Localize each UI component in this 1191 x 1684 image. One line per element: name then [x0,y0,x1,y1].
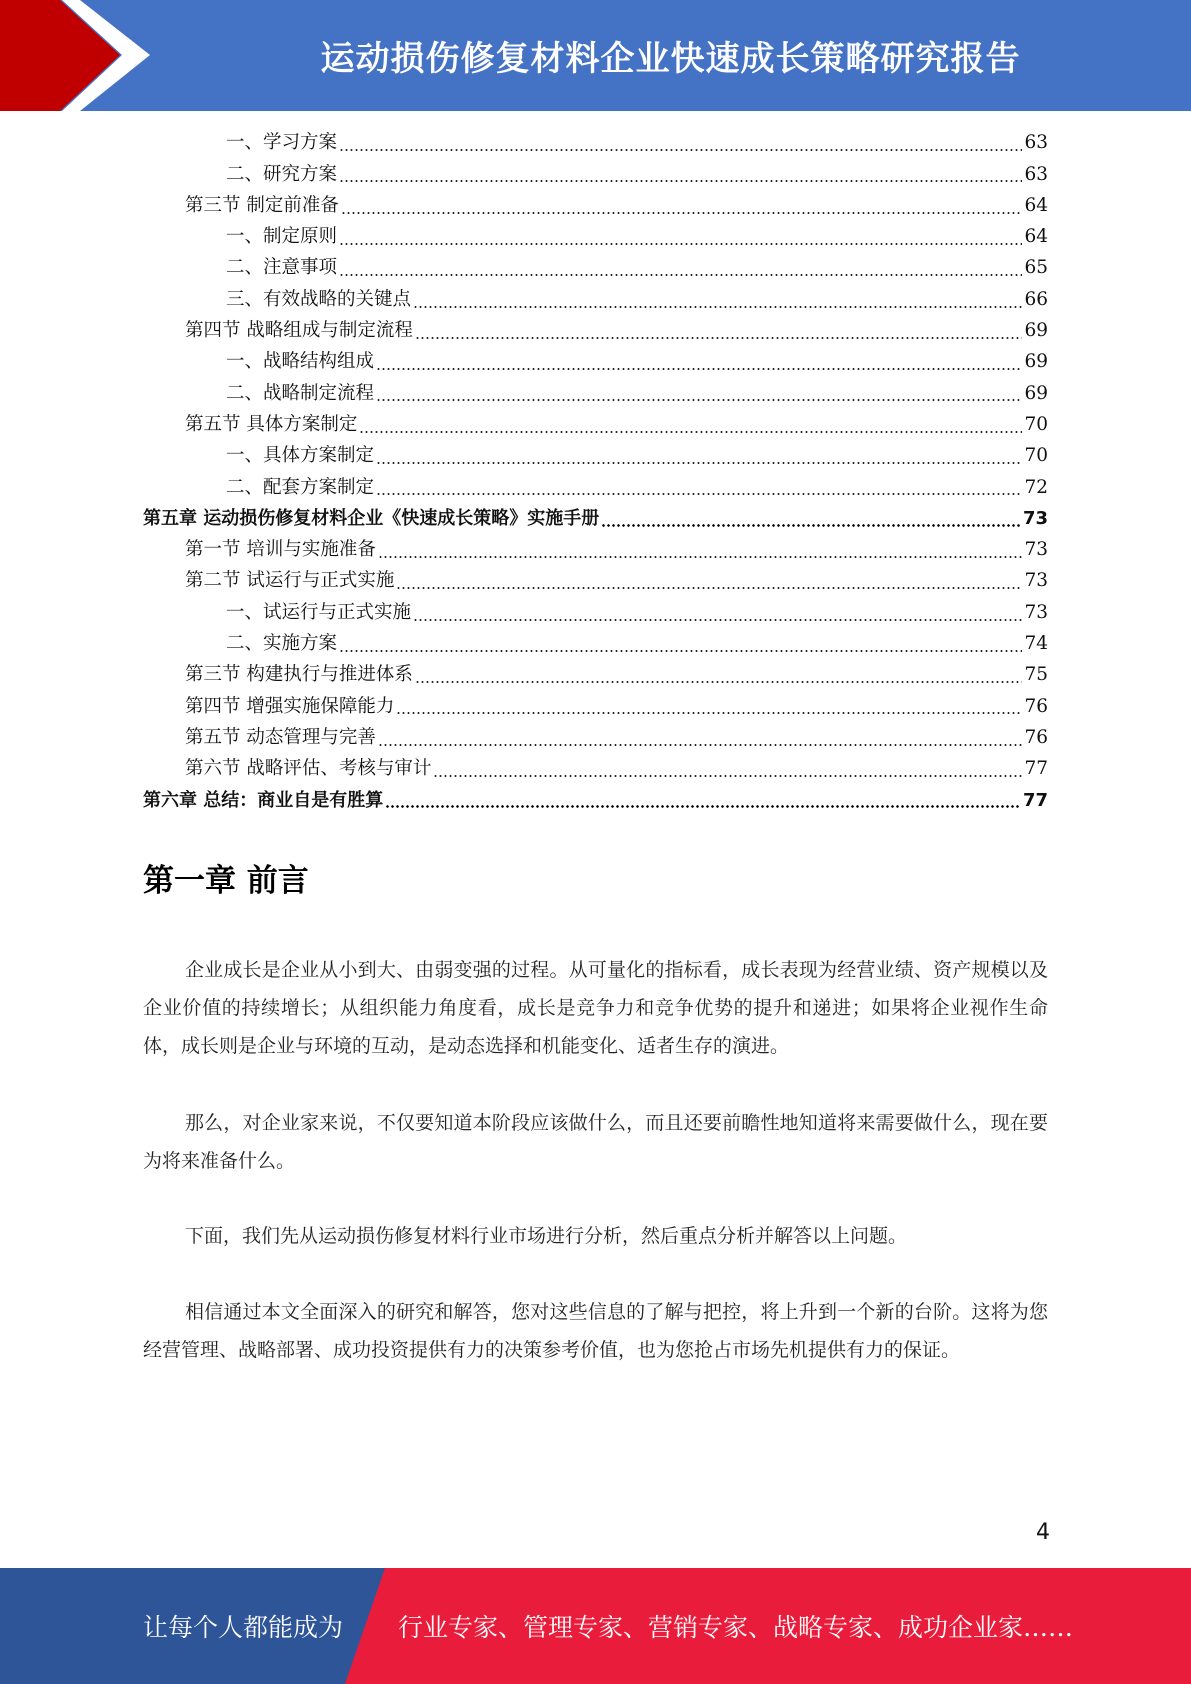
toc-section-row[interactable] [185,660,1048,691]
toc-entry-label: 三、有效战略的关键点 [226,288,412,310]
toc-entry-label: 第五节 具体方案制定 [185,413,358,435]
toc-dot-leader [339,149,1022,151]
toc-dot-leader [415,337,1023,339]
toc-chapter-row[interactable] [143,785,1048,816]
toc-section-row[interactable] [185,191,1048,222]
toc-section-row[interactable] [185,410,1048,441]
toc-entry-page: 77 [1022,789,1048,811]
toc-section-row[interactable] [185,691,1048,722]
toc-entry-label: 第六章 总结：商业自是有胜算 [143,789,384,811]
toc-dot-leader [415,681,1023,683]
toc-entry-label: 二、战略制定流程 [226,382,375,404]
paragraph-3: 下面，我们先从运动损伤修复材料行业市场进行分析，然后重点分析并解答以上问题。 [185,1225,908,1247]
toc-entry-label: 第四节 战略组成与制定流程 [185,320,413,342]
toc-dot-leader [385,805,1021,808]
toc-entry-page: 65 [1024,257,1048,279]
toc-entry-label: 第五节 动态管理与完善 [185,726,376,748]
toc-dot-leader [396,587,1022,589]
toc-dot-leader [601,524,1021,527]
toc-entry-label: 二、实施方案 [226,633,338,655]
toc-entry-page: 64 [1024,194,1048,216]
footer-slogan-right: 行业专家、管理专家、营销专家、战略专家、成功企业家…… [398,1613,1074,1642]
toc-dot-leader [376,493,1022,495]
toc-dot-leader [376,399,1022,401]
toc-dot-leader [339,650,1022,652]
toc-entry-page: 73 [1022,508,1048,530]
page-number: 4 [1036,1520,1050,1545]
toc-dot-leader [378,556,1023,558]
paragraph-4: 相信通过本文全面深入的研究和解答，您对这些信息的了解与把控，将上升到一个新的台阶。这将为您经营管理、战略部署、成功投资提供有力的决策参考价值，也为您抢占市场先机提供有力的保证。 [143,1301,1048,1361]
toc-entry-page: 69 [1024,320,1048,342]
toc-entry-page: 74 [1024,633,1048,655]
paragraph-2: 那么，对企业家来说，不仅要知道本阶段应该做什么，而且还要前瞻性地知道将来需要做什么，现在要为将来准备什么。 [143,1112,1048,1172]
toc-dot-leader [378,744,1023,746]
toc-subsection-row[interactable] [226,222,1048,253]
toc-subsection-row[interactable] [226,253,1048,284]
header-arrow-icon [0,0,170,111]
toc-dot-leader [376,368,1022,370]
toc-subsection-row[interactable] [226,159,1048,190]
toc-subsection-row[interactable] [226,472,1048,503]
toc-section-row[interactable] [185,566,1048,597]
toc-entry-page: 72 [1024,476,1048,498]
toc-entry-page: 73 [1024,601,1048,623]
toc-entry-page: 76 [1024,695,1048,717]
toc-subsection-row[interactable] [226,285,1048,316]
toc-entry-page: 69 [1024,382,1048,404]
toc-entry-label: 一、具体方案制定 [226,445,375,467]
toc-entry-label: 一、学习方案 [226,132,338,154]
toc-section-row[interactable] [185,535,1048,566]
toc-entry-page: 66 [1024,288,1048,310]
page-footer [0,1568,1191,1684]
toc-section-row[interactable] [185,754,1048,785]
toc-dot-leader [376,462,1022,464]
toc-entry-label: 第五章 运动损伤修复材料企业《快速成长策略》实施手册 [143,508,600,530]
toc-dot-leader [341,212,1023,214]
toc-entry-label: 一、战略结构组成 [226,351,375,373]
toc-subsection-row[interactable] [226,128,1048,159]
toc-subsection-row[interactable] [226,598,1048,629]
toc-entry-page: 73 [1024,539,1048,561]
toc-section-row[interactable] [185,316,1048,347]
chapter-title: 第一章 前言 [143,863,309,899]
toc-entry-label: 第三节 制定前准备 [185,194,339,216]
toc-entry-page: 69 [1024,351,1048,373]
toc-entry-page: 70 [1024,445,1048,467]
toc-subsection-row[interactable] [226,378,1048,409]
toc-entry-label: 一、试运行与正式实施 [226,601,412,623]
toc-entry-label: 二、研究方案 [226,163,338,185]
toc-entry-page: 63 [1024,132,1048,154]
toc-entry-page: 75 [1024,664,1048,686]
toc-dot-leader [396,712,1022,714]
toc-entry-page: 70 [1024,413,1048,435]
toc-entry-label: 二、配套方案制定 [226,476,375,498]
toc-dot-leader [433,775,1022,777]
toc-entry-label: 第三节 构建执行与推进体系 [185,664,413,686]
toc-entry-page: 64 [1024,226,1048,248]
toc-section-row[interactable] [185,723,1048,754]
toc-dot-leader [413,306,1022,308]
toc-entry-page: 76 [1024,726,1048,748]
toc-dot-leader [413,619,1022,621]
toc-dot-leader [339,274,1022,276]
toc-dot-leader [339,243,1022,245]
toc-dot-leader [359,431,1022,433]
footer-slogan-left: 让每个人都能成为 [143,1613,344,1642]
toc-entry-label: 第一节 培训与实施准备 [185,539,376,561]
toc-entry-label: 第四节 增强实施保障能力 [185,695,395,717]
toc-entry-label: 第六节 战略评估、考核与审计 [185,758,432,780]
toc-entry-label: 二、注意事项 [226,257,338,279]
page-header [0,0,1191,111]
toc-entry-page: 77 [1024,758,1048,780]
toc-subsection-row[interactable] [226,441,1048,472]
report-title: 运动损伤修复材料企业快速成长策略研究报告 [320,39,1021,79]
toc-chapter-row[interactable] [143,504,1048,535]
toc-entry-label: 第二节 试运行与正式实施 [185,570,395,592]
toc-dot-leader [339,180,1022,182]
paragraph-1: 企业成长是企业从小到大、由弱变强的过程。从可量化的指标看，成长表现为经营业绩、资产规模以及企业价值的持续增长；从组织能力角度看，成长是竞争力和竞争优势的提升和递进；如果将企业视作生命体，成长则是企业与环境的互动，是动态选择和机能变化、适者生存的演进。 [143,959,1048,1057]
toc-entry-page: 73 [1024,570,1048,592]
toc-subsection-row[interactable] [226,629,1048,660]
toc-entry-page: 63 [1024,163,1048,185]
toc-subsection-row[interactable] [226,347,1048,378]
toc-entry-label: 一、制定原则 [226,226,338,248]
